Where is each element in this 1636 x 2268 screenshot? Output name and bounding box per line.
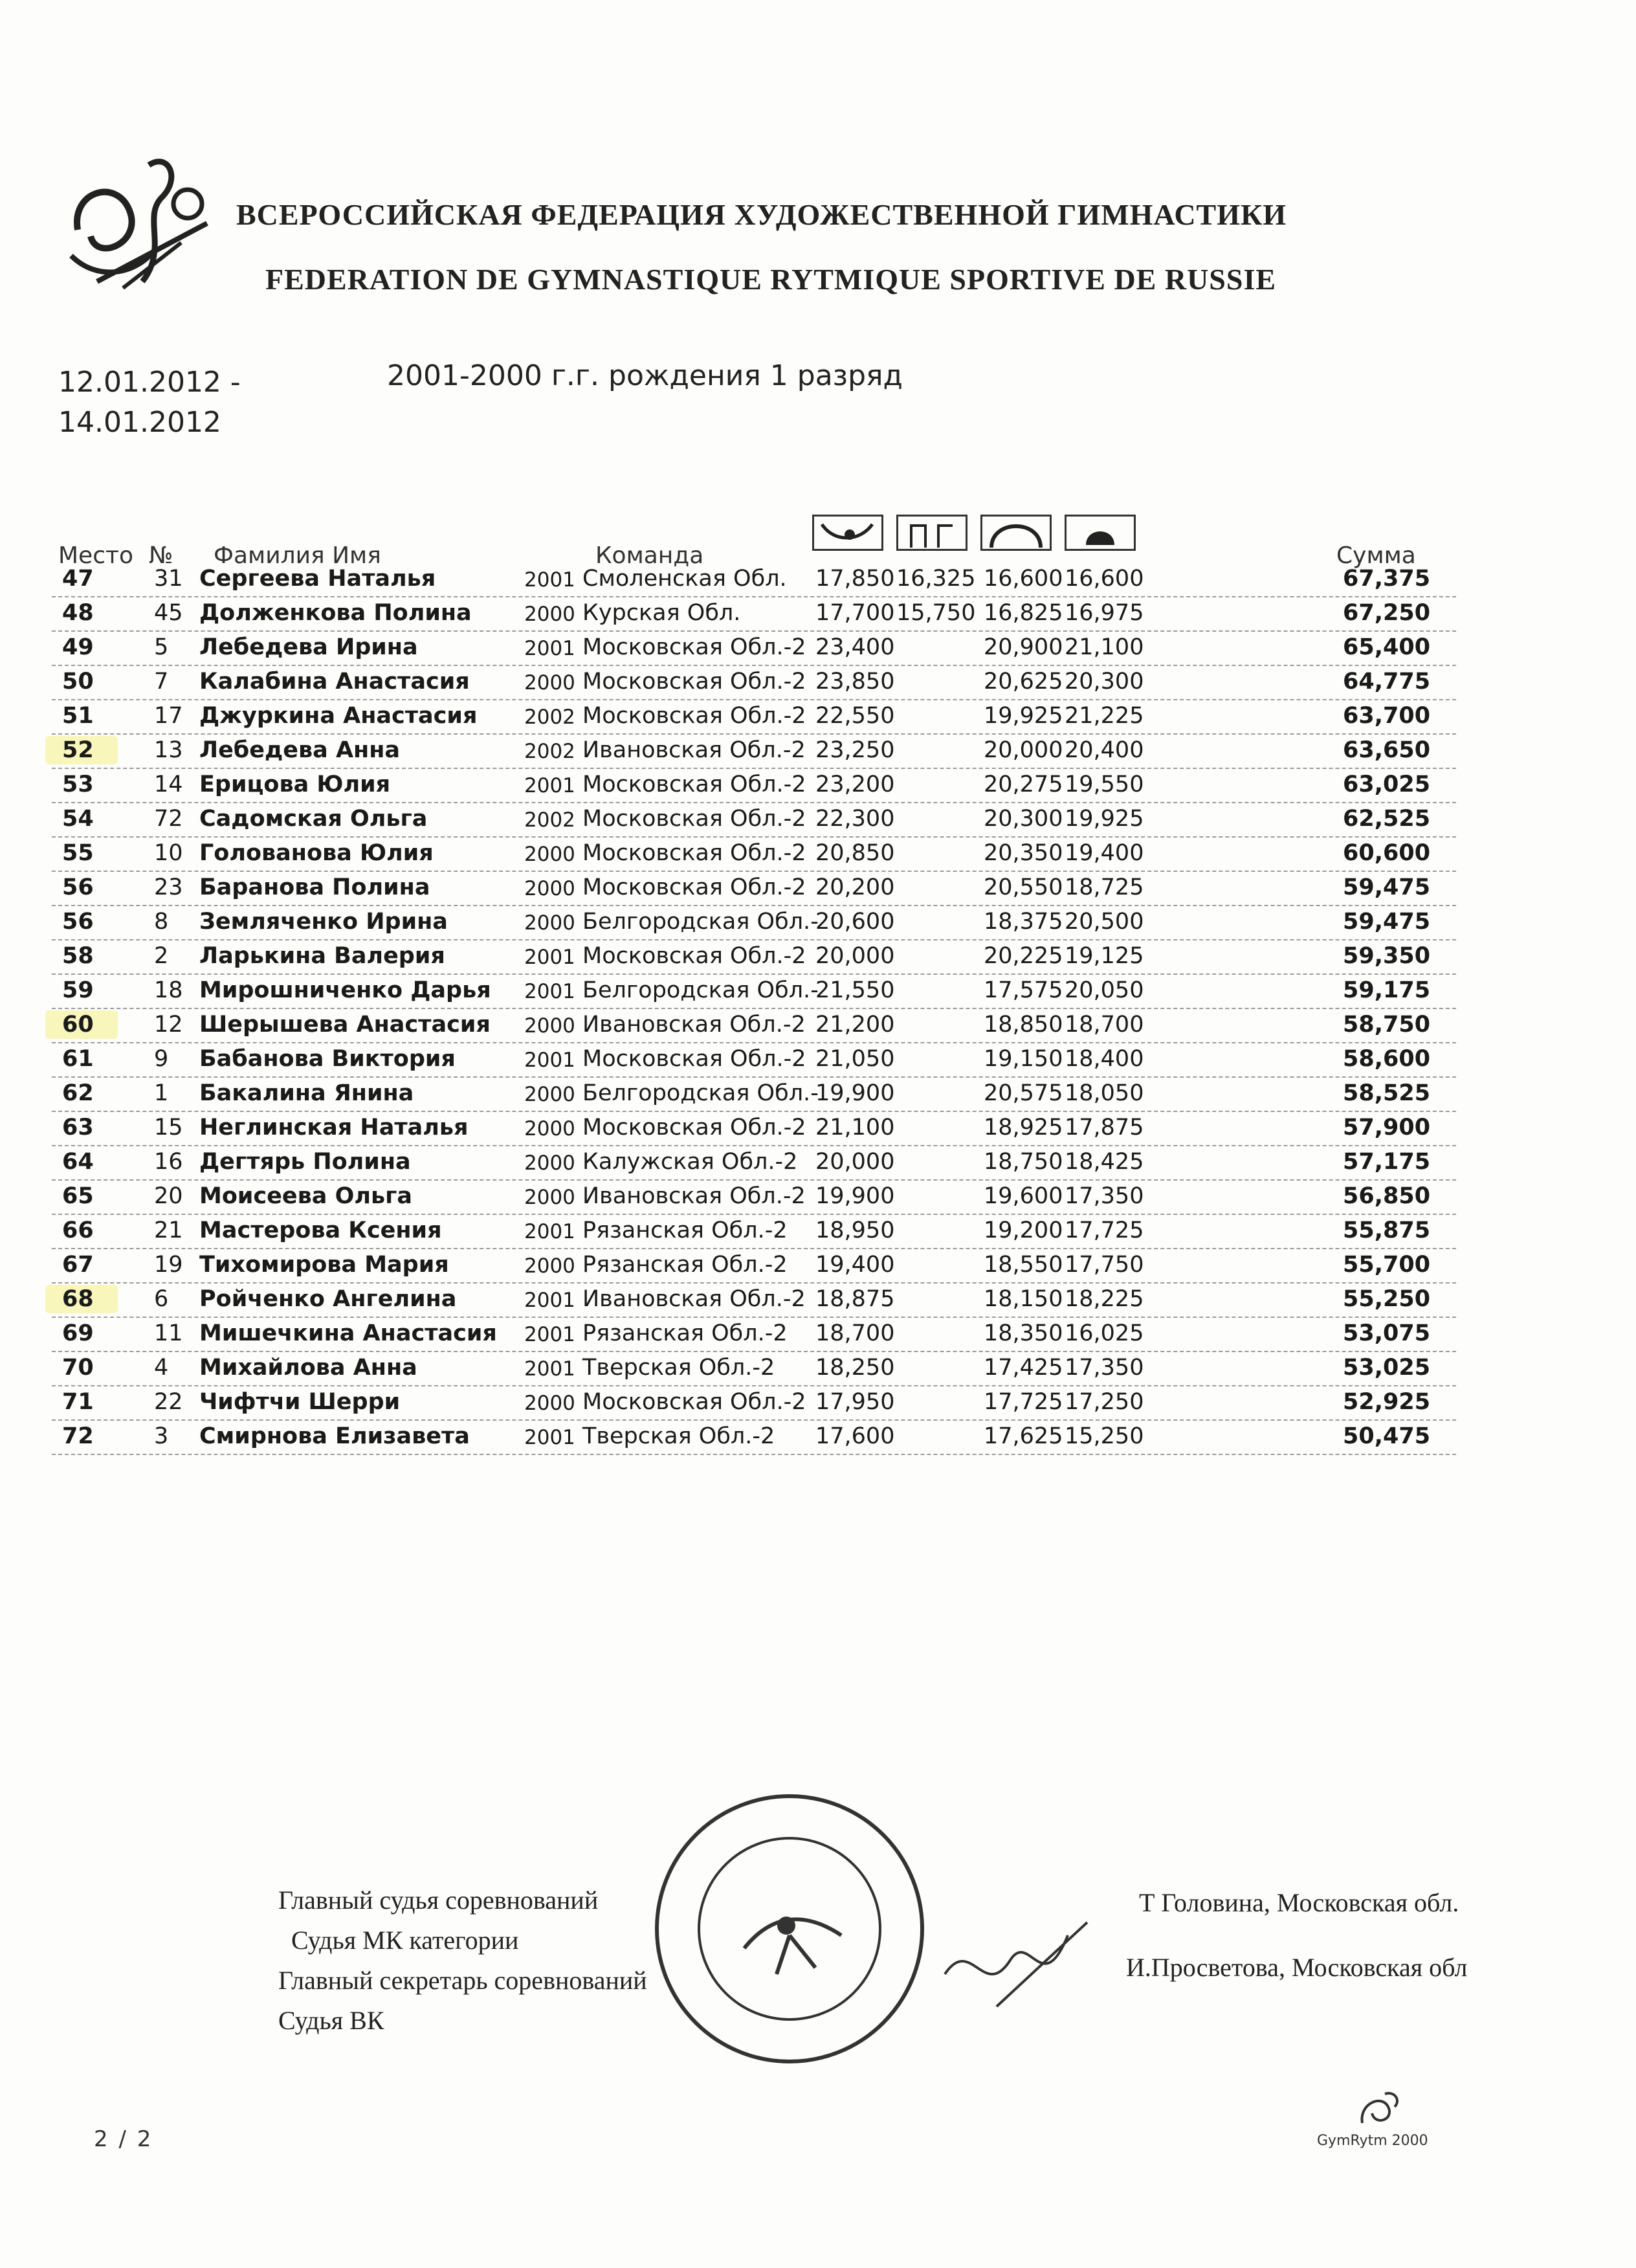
year-cell: 2000 — [524, 911, 575, 935]
table-row — [52, 699, 1456, 735]
page-number: 2 / 2 — [94, 2126, 153, 2152]
score-3-cell: 19,600 — [984, 1183, 1063, 1209]
name-cell: Земляченко Ирина — [199, 909, 448, 935]
place-cell: 66 — [62, 1217, 94, 1243]
table-row — [52, 768, 1456, 803]
sum-cell: 52,925 — [1343, 1389, 1431, 1415]
year-cell: 2000 — [524, 1254, 575, 1278]
sum-cell: 59,350 — [1343, 943, 1431, 969]
score-1-cell: 22,550 — [815, 703, 895, 729]
number-cell: 6 — [154, 1286, 169, 1312]
federation-title-fr: FEDERATION DE GYMNASTIQUE RYTMIQUE SPORTIVE DE RUSSIE — [265, 263, 1277, 296]
software-mark: GymRytm 2000 — [1317, 2133, 1428, 2149]
number-cell: 8 — [154, 909, 169, 935]
name-cell: Мастерова Ксения — [199, 1217, 442, 1243]
number-cell: 31 — [154, 566, 183, 592]
place-cell: 67 — [62, 1252, 94, 1278]
sum-cell: 56,850 — [1343, 1183, 1431, 1209]
place-cell: 68 — [62, 1286, 94, 1312]
number-cell: 20 — [154, 1183, 183, 1209]
sum-cell: 62,525 — [1343, 806, 1431, 832]
score-4-cell: 19,125 — [1065, 943, 1144, 969]
score-4-cell: 16,025 — [1065, 1320, 1144, 1346]
number-cell: 9 — [154, 1046, 169, 1072]
rope-icon — [812, 515, 883, 551]
score-4-cell: 20,050 — [1065, 977, 1144, 1003]
table-row — [52, 1076, 1456, 1112]
table-row — [52, 1042, 1456, 1078]
place-cell: 49 — [62, 634, 94, 660]
score-4-cell: 20,500 — [1065, 909, 1144, 935]
score-3-cell: 17,575 — [984, 977, 1063, 1003]
name-cell: Бабанова Виктория — [199, 1046, 456, 1072]
name-cell: Шерышева Анастасия — [199, 1012, 491, 1038]
score-4-cell: 16,600 — [1065, 566, 1144, 592]
header-number: № — [149, 542, 173, 568]
year-cell: 2002 — [524, 706, 575, 729]
score-4-cell: 17,350 — [1065, 1355, 1144, 1381]
team-cell: Тверская Обл.-2 — [582, 1355, 775, 1381]
score-3-cell: 19,150 — [984, 1046, 1063, 1072]
score-3-cell: 19,200 — [984, 1217, 1063, 1243]
score-3-cell: 18,750 — [984, 1149, 1063, 1175]
year-cell: 2000 — [524, 843, 575, 866]
place-cell: 63 — [62, 1115, 94, 1140]
score-4-cell: 17,875 — [1065, 1115, 1144, 1140]
team-cell: Московская Обл.-2 — [582, 1046, 806, 1072]
score-1-cell: 22,300 — [815, 806, 895, 832]
number-cell: 19 — [154, 1252, 183, 1278]
score-1-cell: 19,900 — [815, 1183, 895, 1209]
sum-cell: 67,375 — [1343, 566, 1431, 592]
year-cell: 2001 — [524, 946, 575, 969]
place-cell: 65 — [62, 1183, 94, 1209]
score-3-cell: 17,425 — [984, 1355, 1063, 1381]
place-cell: 54 — [62, 806, 94, 832]
name-cell: Мишечкина Анастасия — [199, 1320, 497, 1346]
date-end: 14.01.2012 — [58, 406, 221, 439]
year-cell: 2001 — [524, 980, 575, 1003]
score-1-cell: 18,950 — [815, 1217, 895, 1243]
score-3-cell: 20,625 — [984, 669, 1063, 695]
name-cell: Голованова Юлия — [199, 840, 434, 866]
label-mk-judge: Судья МК категории — [291, 1926, 519, 1955]
score-1-cell: 21,200 — [815, 1012, 895, 1038]
year-cell: 2001 — [524, 1220, 575, 1243]
table-row — [52, 939, 1456, 975]
table-row — [52, 802, 1456, 838]
table-row — [52, 1419, 1456, 1455]
score-3-cell: 18,925 — [984, 1115, 1063, 1140]
header-place: Место — [58, 542, 133, 568]
federation-logo-icon — [58, 152, 227, 301]
place-cell: 48 — [62, 600, 94, 626]
score-1-cell: 17,600 — [815, 1423, 895, 1449]
place-cell: 59 — [62, 977, 94, 1003]
team-cell: Белгородская Обл.- — [582, 977, 819, 1003]
name-cell: Смирнова Елизавета — [199, 1423, 470, 1449]
sum-cell: 63,650 — [1343, 737, 1431, 763]
table-row — [52, 630, 1456, 666]
score-1-cell: 23,250 — [815, 737, 895, 763]
team-cell: Московская Обл.-2 — [582, 1389, 806, 1415]
ball-icon — [1065, 515, 1136, 551]
year-cell: 2000 — [524, 1014, 575, 1038]
year-cell: 2001 — [524, 1357, 575, 1381]
place-cell: 71 — [62, 1389, 94, 1415]
date-start: 12.01.2012 - — [58, 366, 241, 399]
table-row — [52, 733, 1456, 769]
team-cell: Рязанская Обл.-2 — [582, 1217, 788, 1243]
sum-cell: 60,600 — [1343, 840, 1431, 866]
year-cell: 2002 — [524, 808, 575, 832]
score-4-cell: 19,550 — [1065, 772, 1144, 797]
number-cell: 13 — [154, 737, 183, 763]
officials-labels — [278, 1880, 647, 2041]
header-team: Команда — [595, 542, 704, 568]
year-cell: 2002 — [524, 740, 575, 763]
sum-cell: 63,700 — [1343, 703, 1431, 729]
year-cell: 2001 — [524, 1049, 575, 1072]
table-row — [52, 562, 1456, 597]
score-3-cell: 20,550 — [984, 874, 1063, 900]
score-4-cell: 17,725 — [1065, 1217, 1144, 1243]
score-1-cell: 23,400 — [815, 634, 895, 660]
sum-cell: 55,875 — [1343, 1217, 1431, 1243]
score-4-cell: 20,300 — [1065, 669, 1144, 695]
year-cell: 2000 — [524, 877, 575, 900]
score-3-cell: 18,150 — [984, 1286, 1063, 1312]
team-cell: Белгородская Обл.- — [582, 1080, 819, 1106]
score-4-cell: 20,400 — [1065, 737, 1144, 763]
number-cell: 14 — [154, 772, 183, 797]
table-row — [52, 1351, 1456, 1386]
score-3-cell: 18,550 — [984, 1252, 1063, 1278]
number-cell: 7 — [154, 669, 169, 695]
sum-cell: 59,475 — [1343, 874, 1431, 900]
place-cell: 55 — [62, 840, 94, 866]
sum-cell: 63,025 — [1343, 772, 1431, 797]
number-cell: 11 — [154, 1320, 183, 1346]
score-1-cell: 18,250 — [815, 1355, 895, 1381]
team-cell: Смоленская Обл. — [582, 566, 787, 592]
name-cell: Джуркина Анастасия — [199, 703, 478, 729]
team-cell: Московская Обл.-2 — [582, 634, 806, 660]
score-1-cell: 20,000 — [815, 1149, 895, 1175]
year-cell: 2001 — [524, 568, 575, 592]
year-cell: 2001 — [524, 774, 575, 797]
table-row — [52, 1385, 1456, 1421]
score-2-cell: 16,325 — [896, 566, 976, 592]
name-cell: Калабина Анастасия — [199, 669, 470, 695]
place-cell: 50 — [62, 669, 94, 695]
sum-cell: 53,075 — [1343, 1320, 1431, 1346]
table-row — [52, 836, 1456, 872]
name-cell: Дегтярь Полина — [199, 1149, 411, 1175]
number-cell: 23 — [154, 874, 183, 900]
team-cell: Калужская Обл.-2 — [582, 1149, 798, 1175]
score-1-cell: 17,950 — [815, 1389, 895, 1415]
table-row — [52, 1179, 1456, 1215]
score-4-cell: 18,400 — [1065, 1046, 1144, 1072]
place-cell: 64 — [62, 1149, 94, 1175]
sum-cell: 55,250 — [1343, 1286, 1431, 1312]
place-cell: 61 — [62, 1046, 94, 1072]
score-1-cell: 23,850 — [815, 669, 895, 695]
score-1-cell: 21,050 — [815, 1046, 895, 1072]
year-cell: 2001 — [524, 1323, 575, 1346]
number-cell: 22 — [154, 1389, 183, 1415]
number-cell: 5 — [154, 634, 169, 660]
name-cell: Ларькина Валерия — [199, 943, 445, 969]
table-row — [52, 905, 1456, 940]
number-cell: 10 — [154, 840, 183, 866]
number-cell: 18 — [154, 977, 183, 1003]
score-4-cell: 19,400 — [1065, 840, 1144, 866]
team-cell: Ивановская Обл.-2 — [582, 1012, 806, 1038]
table-row — [52, 1008, 1456, 1043]
score-4-cell: 18,700 — [1065, 1012, 1144, 1038]
sum-cell: 57,900 — [1343, 1115, 1431, 1140]
header-name: Фамилия Имя — [214, 542, 381, 568]
name-cell: Баранова Полина — [199, 874, 430, 900]
sum-cell: 59,475 — [1343, 909, 1431, 935]
score-1-cell: 21,550 — [815, 977, 895, 1003]
score-4-cell: 17,250 — [1065, 1389, 1144, 1415]
table-row — [52, 1248, 1456, 1284]
name-cell: Тихомирова Мария — [199, 1252, 449, 1278]
score-1-cell: 20,600 — [815, 909, 895, 935]
sum-cell: 58,525 — [1343, 1080, 1431, 1106]
sum-cell: 64,775 — [1343, 669, 1431, 695]
score-1-cell: 17,700 — [815, 600, 895, 626]
score-4-cell: 18,425 — [1065, 1149, 1144, 1175]
year-cell: 2001 — [524, 1426, 575, 1449]
event-dates — [58, 362, 241, 443]
arc-icon — [980, 515, 1052, 551]
place-cell: 70 — [62, 1355, 94, 1381]
number-cell: 16 — [154, 1149, 183, 1175]
score-3-cell: 20,300 — [984, 806, 1063, 832]
place-cell: 60 — [62, 1012, 94, 1038]
score-4-cell: 16,975 — [1065, 600, 1144, 626]
number-cell: 12 — [154, 1012, 183, 1038]
team-cell: Московская Обл.-2 — [582, 703, 806, 729]
table-row — [52, 973, 1456, 1009]
score-4-cell: 18,050 — [1065, 1080, 1144, 1106]
place-cell: 62 — [62, 1080, 94, 1106]
score-3-cell: 20,350 — [984, 840, 1063, 866]
name-cell: Михайлова Анна — [199, 1355, 417, 1381]
number-cell: 15 — [154, 1115, 183, 1140]
score-1-cell: 20,000 — [815, 943, 895, 969]
sum-cell: 57,175 — [1343, 1149, 1431, 1175]
year-cell: 2001 — [524, 1289, 575, 1312]
name-chief-judge: Т Головина, Московская обл. — [1139, 1888, 1459, 1917]
place-cell: 47 — [62, 566, 94, 592]
score-3-cell: 20,275 — [984, 772, 1063, 797]
year-cell: 2000 — [524, 1186, 575, 1209]
score-3-cell: 17,725 — [984, 1389, 1063, 1415]
team-cell: Московская Обл.-2 — [582, 874, 806, 900]
score-4-cell: 18,225 — [1065, 1286, 1144, 1312]
score-3-cell: 20,900 — [984, 634, 1063, 660]
official-stamp-icon — [647, 1786, 932, 2071]
sum-cell: 50,475 — [1343, 1423, 1431, 1449]
team-cell: Ивановская Обл.-2 — [582, 737, 806, 763]
hoop-pair-icon — [896, 515, 967, 551]
team-cell: Белгородская Обл.- — [582, 909, 819, 935]
score-4-cell: 21,100 — [1065, 634, 1144, 660]
score-1-cell: 23,200 — [815, 772, 895, 797]
team-cell: Ивановская Обл.-2 — [582, 1286, 806, 1312]
score-3-cell: 20,000 — [984, 737, 1063, 763]
name-cell: Чифтчи Шерри — [199, 1389, 401, 1415]
score-3-cell: 16,600 — [984, 566, 1063, 592]
score-3-cell: 17,625 — [984, 1423, 1063, 1449]
year-cell: 2000 — [524, 1083, 575, 1106]
team-cell: Рязанская Обл.-2 — [582, 1320, 788, 1346]
year-cell: 2000 — [524, 1117, 575, 1140]
team-cell: Московская Обл.-2 — [582, 806, 806, 832]
signature-icon — [932, 1909, 1100, 2019]
name-chief-secretary: И.Просветова, Московская обл — [1126, 1953, 1468, 1982]
score-3-cell: 18,375 — [984, 909, 1063, 935]
team-cell: Московская Обл.-2 — [582, 772, 806, 797]
federation-title-ru: ВСЕРОССИЙСКАЯ ФЕДЕРАЦИЯ ХУДОЖЕСТВЕННОЙ ГИМНАСТИКИ — [236, 198, 1287, 231]
year-cell: 2000 — [524, 1392, 575, 1415]
label-chief-judge: Главный судья соревнований — [278, 1885, 599, 1915]
place-cell: 58 — [62, 943, 94, 969]
table-row — [52, 1214, 1456, 1249]
score-4-cell: 18,725 — [1065, 874, 1144, 900]
place-cell: 52 — [62, 737, 94, 763]
score-4-cell: 15,250 — [1065, 1423, 1144, 1449]
name-cell: Ройченко Ангелина — [199, 1286, 457, 1312]
sum-cell: 55,700 — [1343, 1252, 1431, 1278]
name-cell: Лебедева Ирина — [199, 634, 418, 660]
name-cell: Лебедева Анна — [199, 737, 401, 763]
score-1-cell: 19,900 — [815, 1080, 895, 1106]
place-cell: 69 — [62, 1320, 94, 1346]
sum-cell: 59,175 — [1343, 977, 1431, 1003]
name-cell: Садомская Ольга — [199, 806, 428, 832]
number-cell: 4 — [154, 1355, 169, 1381]
team-cell: Тверская Обл.-2 — [582, 1423, 775, 1449]
year-cell: 2000 — [524, 603, 575, 626]
year-cell: 2001 — [524, 637, 575, 660]
name-cell: Бакалина Янина — [199, 1080, 414, 1106]
name-cell: Мирошниченко Дарья — [199, 977, 491, 1003]
team-cell: Московская Обл.-2 — [582, 943, 806, 969]
score-2-cell: 15,750 — [896, 600, 976, 626]
score-1-cell: 17,850 — [815, 566, 895, 592]
category-title: 2001-2000 г.г. рождения 1 разряд — [387, 359, 903, 392]
label-vk-judge: Судья ВК — [278, 2006, 384, 2035]
place-cell: 53 — [62, 772, 94, 797]
name-cell: Долженкова Полина — [199, 600, 472, 626]
number-cell: 3 — [154, 1423, 169, 1449]
score-1-cell: 20,200 — [815, 874, 895, 900]
officials-names — [1126, 1871, 1468, 2000]
sum-cell: 58,750 — [1343, 1012, 1431, 1038]
sum-cell: 65,400 — [1343, 634, 1431, 660]
table-row — [52, 1145, 1456, 1181]
place-cell: 56 — [62, 909, 94, 935]
year-cell: 2000 — [524, 1151, 575, 1175]
score-4-cell: 17,750 — [1065, 1252, 1144, 1278]
name-cell: Ерицова Юлия — [199, 772, 391, 797]
table-row — [52, 596, 1456, 632]
place-cell: 56 — [62, 874, 94, 900]
score-1-cell: 18,875 — [815, 1286, 895, 1312]
place-cell: 51 — [62, 703, 94, 729]
number-cell: 17 — [154, 703, 183, 729]
score-3-cell: 18,350 — [984, 1320, 1063, 1346]
table-row — [52, 871, 1456, 906]
number-cell: 45 — [154, 600, 183, 626]
table-row — [52, 665, 1456, 700]
number-cell: 72 — [154, 806, 183, 832]
name-cell: Сергеева Наталья — [199, 566, 436, 592]
score-4-cell: 19,925 — [1065, 806, 1144, 832]
place-cell: 72 — [62, 1423, 94, 1449]
label-chief-secretary: Главный секретарь соревнований — [278, 1966, 647, 1995]
header-sum: Сумма — [1336, 542, 1416, 568]
team-cell: Московская Обл.-2 — [582, 669, 806, 695]
sum-cell: 67,250 — [1343, 600, 1431, 626]
score-3-cell: 19,925 — [984, 703, 1063, 729]
score-3-cell: 20,575 — [984, 1080, 1063, 1106]
name-cell: Моисеева Ольга — [199, 1183, 412, 1209]
score-1-cell: 21,100 — [815, 1115, 895, 1140]
score-4-cell: 17,350 — [1065, 1183, 1144, 1209]
name-cell: Неглинская Наталья — [199, 1115, 469, 1140]
team-cell: Курская Обл. — [582, 600, 741, 626]
table-row — [52, 1111, 1456, 1146]
team-cell: Рязанская Обл.-2 — [582, 1252, 788, 1278]
team-cell: Московская Обл.-2 — [582, 1115, 806, 1140]
table-row — [52, 1282, 1456, 1318]
sum-cell: 53,025 — [1343, 1355, 1431, 1381]
score-1-cell: 19,400 — [815, 1252, 895, 1278]
year-cell: 2000 — [524, 671, 575, 695]
sum-cell: 58,600 — [1343, 1046, 1431, 1072]
score-4-cell: 21,225 — [1065, 703, 1144, 729]
table-row — [52, 1317, 1456, 1352]
team-cell: Московская Обл.-2 — [582, 840, 806, 866]
number-cell: 21 — [154, 1217, 183, 1243]
score-1-cell: 20,850 — [815, 840, 895, 866]
number-cell: 2 — [154, 943, 169, 969]
score-1-cell: 18,700 — [815, 1320, 895, 1346]
team-cell: Ивановская Обл.-2 — [582, 1183, 806, 1209]
gymrytm-logo-icon — [1353, 2087, 1404, 2133]
score-3-cell: 16,825 — [984, 600, 1063, 626]
number-cell: 1 — [154, 1080, 169, 1106]
score-3-cell: 18,850 — [984, 1012, 1063, 1038]
apparatus-icons — [812, 515, 1149, 552]
score-3-cell: 20,225 — [984, 943, 1063, 969]
